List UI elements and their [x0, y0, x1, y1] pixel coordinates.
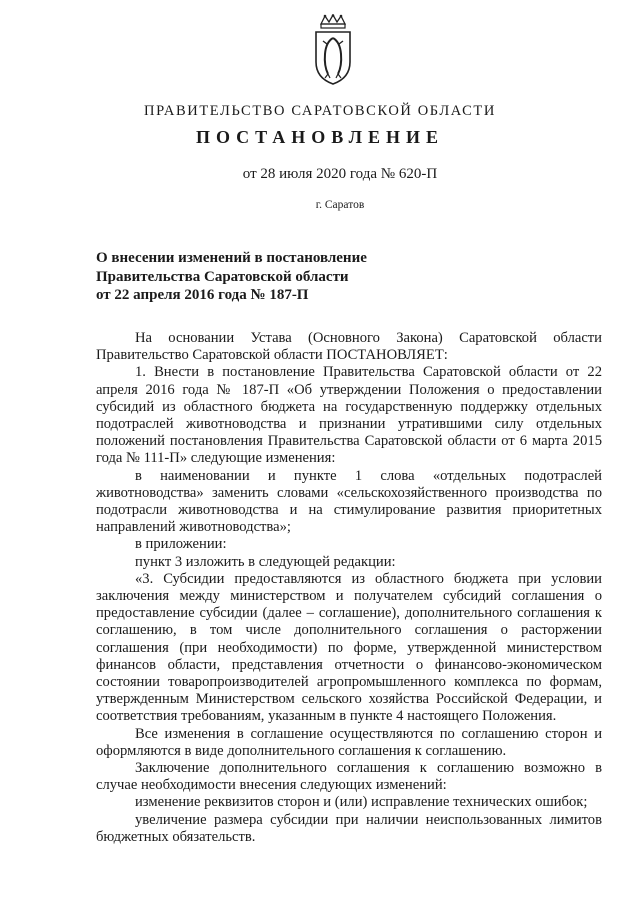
- body-paragraph: 1. Внести в постановление Правительства Саратовской области от 22 апреля 2016 года № 187-П «Об утверждении Положения о предоставлении субсидий из областного бюджета на государственную поддержку отдельных подотраслей животноводства и признании утратившими силу отдельных положений постановления Правительства Саратовской области от 6 марта 2015 года № 111-П» следующие изменения:: [96, 364, 602, 467]
- body-paragraph: изменение реквизитов сторон и (или) исправление технических ошибок;: [135, 794, 588, 811]
- heading-line: от 22 апреля 2016 года № 187-П: [96, 287, 309, 303]
- heading-line: Правительства Саратовской области: [96, 268, 349, 285]
- document-date-number: от 28 июля 2020 года № 620-П: [242, 166, 438, 182]
- body-paragraph: Заключение дополнительного соглашения к соглашению возможно в случае необходимости внесения следующих изменений:: [96, 760, 602, 794]
- heading-line: О внесении изменений в постановление: [96, 250, 367, 266]
- body-paragraph: Все изменения в соглашение осуществляются по соглашению сторон и оформляются в виде дополнительного соглашения к соглашению.: [96, 725, 602, 759]
- body-paragraph: На основании Устава (Основного Закона) Саратовской области Правительство Саратовской области ПОСТАНОВЛЯЕТ:: [96, 330, 602, 364]
- document-heading: [96, 249, 367, 305]
- coat-of-arms-icon: [313, 14, 353, 86]
- government-title: ПРАВИТЕЛЬСТВО САРАТОВСКОЙ ОБЛАСТИ: [144, 103, 496, 119]
- document-body: [96, 330, 602, 846]
- document-city: г. Саратов: [315, 199, 365, 211]
- document-type: ПОСТАНОВЛЕНИЕ: [195, 127, 445, 147]
- body-paragraph: увеличение размера субсидии при наличии неиспользованных лимитов бюджетных обязательств.: [96, 811, 602, 845]
- body-paragraph: «3. Субсидии предоставляются из областного бюджета при условии заключения между министерством и получателем субсидий соглашения о предоставление субсидии (далее – соглашение), дополнительного соглашения к соглашению, в том числе дополнительного соглашения о расторжении соглашения (при необходимости) по форме, утвержденной министерством финансов области, представления отчетности о финансово-экономическом состоянии товаропроизводителей агропромышленного комплекса по формам, утвержденным Министерством сельского хозяйства Российской Федерации, и соответствия требованиям, указанным в пункте 4 настоящего Положения.: [96, 570, 602, 725]
- body-paragraph: в приложении:: [135, 536, 227, 553]
- body-paragraph: пункт 3 изложить в следующей редакции:: [135, 553, 396, 570]
- body-paragraph: в наименовании и пункте 1 слова «отдельных подотраслей животноводства» заменить словами «сельскохозяйственного производства по подотрасли животноводства и на стимулирование развития приоритетных направлений животноводства»;: [96, 467, 602, 536]
